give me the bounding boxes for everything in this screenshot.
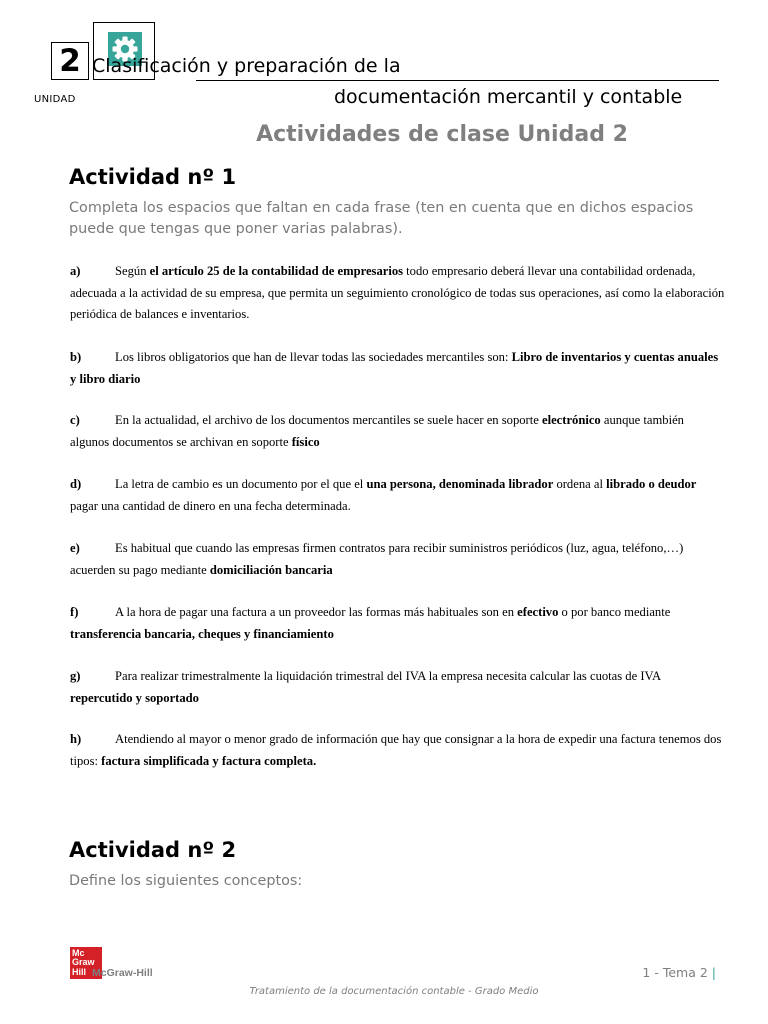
item-letter: b) bbox=[70, 350, 82, 364]
page-number bbox=[642, 965, 716, 980]
header-rule bbox=[196, 80, 719, 81]
publisher-name: McGraw-Hill bbox=[92, 967, 153, 979]
unit-number-box bbox=[51, 42, 89, 80]
item-letter: d) bbox=[70, 477, 82, 491]
item-letter: g) bbox=[70, 669, 81, 683]
item-answer: físico bbox=[291, 434, 320, 449]
activity1-item-e bbox=[70, 538, 725, 581]
item-answer: electrónico bbox=[541, 413, 601, 427]
footer-subtitle: Tratamiento de la documentación contable - Grado Medio bbox=[249, 986, 539, 997]
header-title-line2: documentación mercantil y contable bbox=[334, 86, 683, 108]
logo-line: Graw bbox=[72, 957, 95, 968]
item-text: Para realizar trimestralmente la liquidación trimestral del IVA la empresa necesita calcular las cuotas de IVA bbox=[115, 669, 661, 683]
item-answer: el artículo 25 de la contabilidad de empresarios bbox=[149, 264, 404, 278]
activity1-item-b bbox=[70, 347, 725, 390]
item-text: Atendiendo al mayor o menor grado de información que hay que consignar a la hora de expedir una factura tenemos dos tipos: bbox=[70, 732, 722, 768]
item-answer: librado o deudor bbox=[606, 477, 697, 491]
item-text: o por banco mediante bbox=[558, 605, 671, 619]
item-letter: a) bbox=[70, 264, 81, 278]
unit-label: UNIDAD bbox=[34, 94, 76, 105]
activity1-item-h bbox=[70, 729, 725, 772]
header-title-line1: Clasificación y preparación de la bbox=[92, 55, 401, 77]
activity2-heading: Actividad nº 2 bbox=[69, 838, 237, 862]
item-text: A la hora de pagar una factura a un proveedor las formas más habituales son en bbox=[115, 605, 518, 619]
activity1-heading: Actividad nº 1 bbox=[69, 165, 237, 189]
item-answer: una persona, denominada librador bbox=[366, 477, 554, 491]
item-text: pagar una cantidad de dinero en una fecha determinada. bbox=[70, 498, 351, 513]
item-text: ordena al bbox=[553, 477, 607, 491]
item-text: Los libros obligatorios que han de llevar todas las sociedades mercantiles son: bbox=[115, 350, 512, 364]
item-text: aunque también algunos documentos se archivan en soporte bbox=[70, 413, 684, 449]
item-letter: f) bbox=[70, 605, 79, 619]
item-answer: factura simplificada y factura completa. bbox=[101, 753, 317, 768]
activity1-item-g bbox=[70, 666, 725, 709]
item-text: La letra de cambio es un documento por el que el bbox=[115, 477, 367, 491]
item-answer: repercutido y soportado bbox=[70, 690, 199, 705]
activity2-intro: Define los siguientes conceptos: bbox=[69, 873, 303, 889]
activity1-item-f bbox=[70, 602, 725, 645]
item-letter: c) bbox=[70, 413, 80, 427]
activity1-item-d bbox=[70, 474, 725, 517]
item-text: todo empresario deberá llevar una contabilidad ordenada, adecuada a la actividad de su empresa, que permita un seguimiento cronológico de todas sus operaciones, así como la elaboración periódica de balances e inventarios. bbox=[70, 264, 725, 321]
item-answer: domiciliación bancaria bbox=[209, 562, 333, 577]
activity1-intro: Completa los espacios que faltan en cada frase (ten en cuenta que en dichos espacios puede que tengas que poner varias palabras). bbox=[69, 200, 694, 237]
item-answer: transferencia bancaria, cheques y financiamiento bbox=[70, 626, 334, 641]
page-bar: | bbox=[711, 965, 716, 980]
activity1-item-a bbox=[70, 261, 725, 326]
item-answer: Libro de inventarios y cuentas anuales y libro diario bbox=[70, 350, 719, 386]
unit-number: 2 bbox=[59, 42, 81, 79]
activity1-item-c bbox=[70, 410, 725, 453]
logo-line: Mc bbox=[72, 948, 85, 958]
item-text: En la actualidad, el archivo de los documentos mercantiles se suele hacer en soporte bbox=[115, 413, 542, 427]
logo-line: Hill bbox=[72, 966, 87, 977]
item-letter: h) bbox=[70, 732, 82, 746]
item-letter: e) bbox=[70, 541, 80, 555]
page-label: 1 - Tema 2 bbox=[642, 965, 712, 980]
item-text: Según bbox=[115, 264, 150, 278]
item-answer: efectivo bbox=[517, 605, 559, 619]
page-title: Actividades de clase Unidad 2 bbox=[256, 122, 628, 147]
item-text: Es habitual que cuando las empresas firmen contratos para recibir suministros periódicos (luz, agua, teléfono,…) acuerden su pago mediante bbox=[70, 541, 684, 577]
